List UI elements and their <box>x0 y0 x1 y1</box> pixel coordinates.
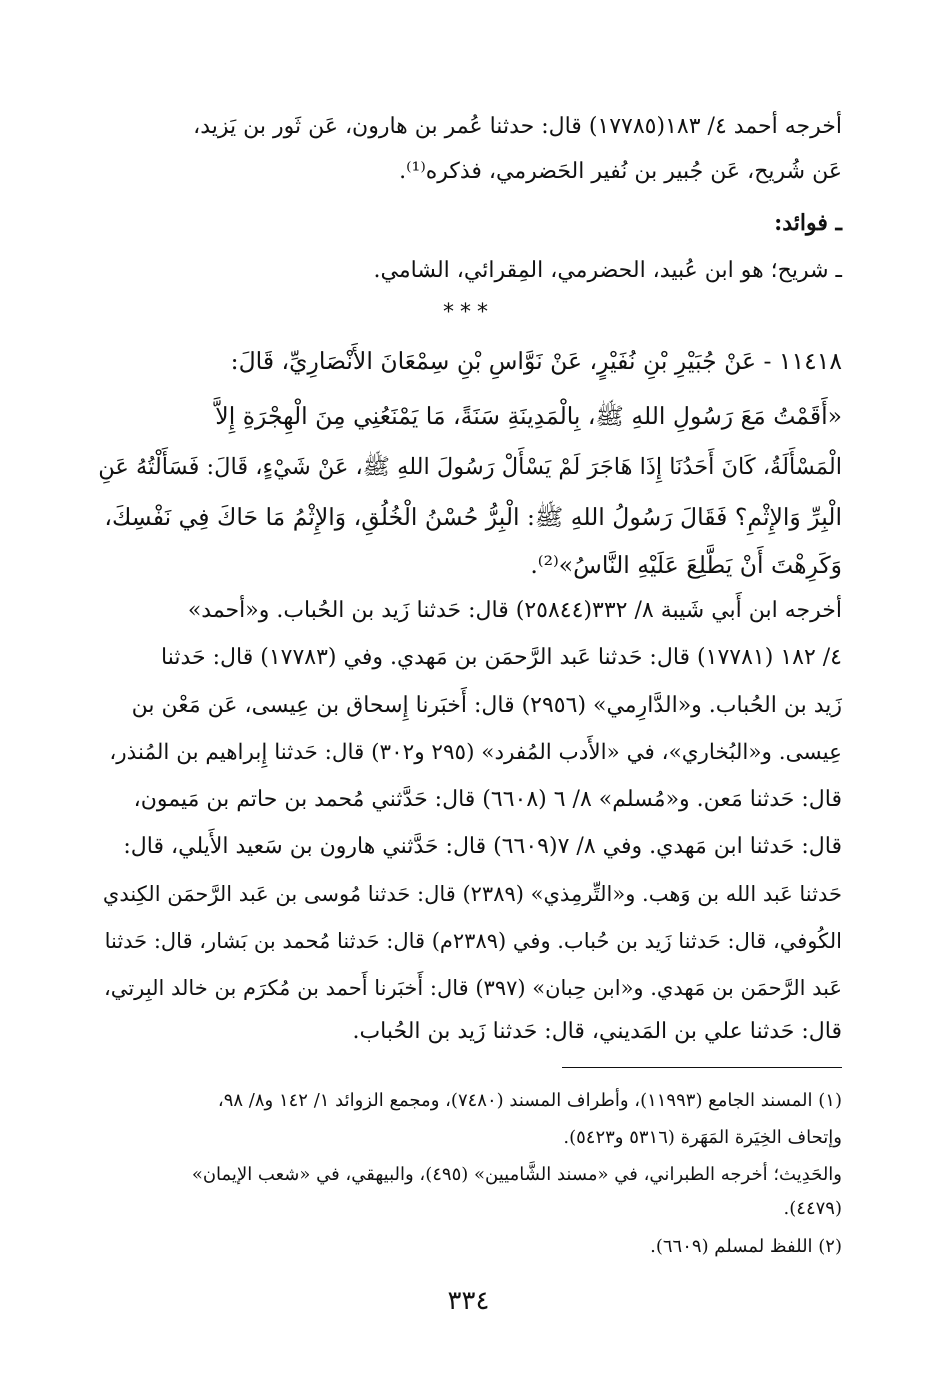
hadith-line-2: «أَقَمْتُ مَعَ رَسُولِ اللهِ ﷺ، بِالْمَدِينَةِ سَنَةً، مَا يَمْنَعُنِي مِنَ الْهِجْرَةِ إِلاَّ <box>215 402 842 430</box>
top-paragraph-line-2: عَن شُريح، عَن جُبير بن نُفير الحَضرمي، فذكره⁽¹⁾. <box>399 159 842 184</box>
footnote-divider <box>562 1067 842 1068</box>
fawaid-line: ـ شريح؛ هو ابن عُبيد، الحضرمي، المِقرائي، الشامي. <box>373 258 842 283</box>
hadith-line-4: الْبِرِّ وَالإِثْمِ؟ فَقَالَ رَسُولُ اللهِ ﷺ: الْبِرُّ حُسْنُ الْخُلُقِ، وَالإِثْمُ مَا حَاكَ فِي نَفْسِكَ، <box>104 503 842 531</box>
page-number: ٣٣٤ <box>447 1286 490 1316</box>
takhrij-line-10: قال: حَدثنا علي بن المَديني، قال: حَدثنا زَيد بن الحُباب. <box>352 1019 842 1044</box>
hadith-line-1: ١١٤١٨ - عَنْ جُبَيْرِ بْنِ نُفَيْرٍ، عَنْ نَوَّاسِ بْنِ سِمْعَانَ الأَنْصَارِيِّ، قَالَ: <box>230 347 842 375</box>
takhrij-line-1: أخرجه ابن أَبي شَيبة ٨/ ٣٣٢(٢٥٨٤٤) قال: حَدثنا زَيد بن الحُباب. و«أحمد» <box>187 598 842 623</box>
takhrij-line-3: زَيد بن الحُباب. و«الدَّارِمي» (٢٩٥٦) قال: أَخبَرنا إِسحاق بن عِيسى، عَن مَعْن بن <box>131 693 842 718</box>
footnote-1-line-4: (٤٤٧٩). <box>783 1198 842 1219</box>
takhrij-line-8: الكُوفي، قال: حَدثنا زَيد بن حُباب. وفي (٢٣٨٩م) قال: حَدثنا مُحمد بن بَشار، قال: حَدثنا <box>104 929 842 953</box>
footnote-1-line-1: (١) المسند الجامع (١١٩٩٣)، وأطراف المسند (٧٤٨٠)، ومجمع الزوائد ١/ ١٤٢ و٨/ ٩٨، <box>217 1090 842 1111</box>
footnote-1-line-3: والحَدِيث؛ أخرجه الطبراني، في «مسند الشَّاميين» (٤٩٥)، والبيهقي، في «شعب الإيمان» <box>191 1164 842 1185</box>
takhrij-line-5: قال: حَدثنا مَعن. و«مُسلم» ٨/ ٦ (٦٦٠٨) قال: حَدَّثني مُحمد بن حاتم بن مَيمون، <box>133 787 842 812</box>
takhrij-line-4: عِيسى. و«البُخاري»، في «الأَدب المُفرد» (٢٩٥ و٣٠٢) قال: حَدثنا إِبراهيم بن المُنذر، <box>109 740 842 765</box>
footnote-2: (٢) اللفظ لمسلم (٦٦٠٩). <box>650 1236 842 1257</box>
footnote-1-line-2: وإتحاف الخِيَرة المَهَرة (٥٣١٦ و٥٤٢٣). <box>563 1127 842 1148</box>
takhrij-line-7: حَدثنا عَبد الله بن وَهب. و«التِّرمِذي» (٢٣٨٩) قال: حَدثنا مُوسى بن عَبد الرَّحمَن الكِندي <box>102 882 842 906</box>
takhrij-line-6: قال: حَدثنا ابن مَهدي. وفي ٨/ ٧(٦٦٠٩) قال: حَدَّثني هارون بن سَعيد الأَيلي، قال: <box>123 834 842 859</box>
top-paragraph-line-1: أخرجه أحمد ٤/ ١٨٣(١٧٧٨٥) قال: حدثنا عُمر بن هارون، عَن ثَور بن يَزيد، <box>193 114 842 139</box>
takhrij-line-2: ٤/ ١٨٢ (١٧٧٨١) قال: حَدثنا عَبد الرَّحمَن بن مَهدي. وفي (١٧٧٨٣) قال: حَدثنا <box>161 645 842 670</box>
hadith-line-5: وَكَرِهْتَ أَنْ يَطَّلِعَ عَلَيْهِ النَّاسُ»⁽²⁾. <box>530 551 842 579</box>
section-separator: *** <box>443 300 494 325</box>
fawaid-heading: ـ فوائد: <box>774 210 842 236</box>
takhrij-line-9: عَبد الرَّحمَن بن مَهدي. و«ابن حِبان» (٣٩٧) قال: أَخبَرنا أَحمد بن مُكرَم بن خالد البِرتي، <box>104 976 842 1000</box>
hadith-line-3: الْمَسْأَلَةُ، كَانَ أَحَدُنَا إِذَا هَاجَرَ لَمْ يَسْأَلْ رَسُولَ اللهِ ﷺ، عَنْ شَيْءٍ، قَالَ: فَسَأَلْتُهُ عَنِ <box>98 454 842 480</box>
